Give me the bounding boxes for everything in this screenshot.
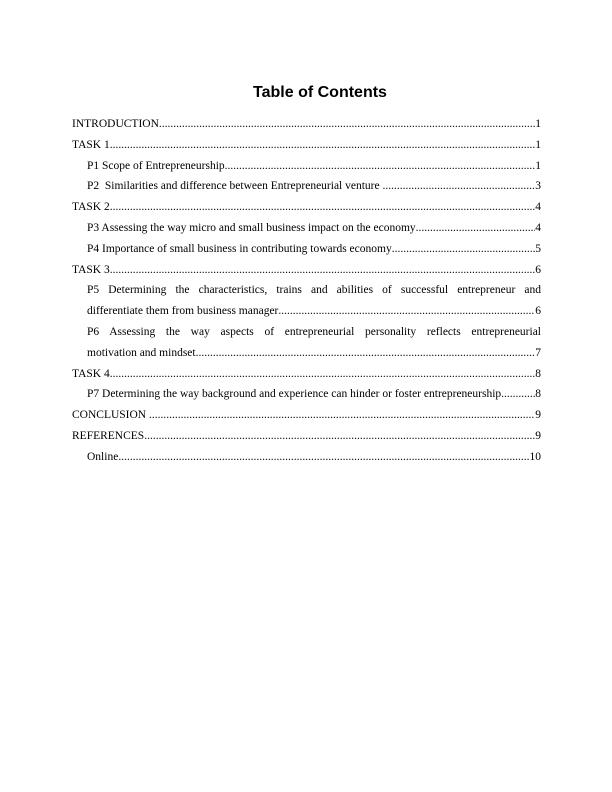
toc-entry-label: P5 Determining the characteristics, trains and abilities of successful entrepreneur and (87, 284, 541, 297)
toc-page-number: 8 (535, 367, 541, 380)
toc-page-number: 4 (535, 221, 541, 234)
toc-page-number: 6 (535, 305, 541, 318)
toc-list (72, 114, 541, 468)
toc-page-number: 1 (535, 118, 541, 130)
toc-dot-leader (382, 176, 535, 197)
toc-entry-label: CONCLUSION (72, 409, 149, 422)
toc-entry-label-continuation (87, 301, 541, 322)
toc-entry-p7[interactable] (72, 384, 541, 405)
toc-dot-leader (196, 343, 536, 364)
toc-page-number: 3 (535, 180, 541, 193)
toc-page-number: 5 (535, 242, 541, 255)
toc-entry-references[interactable] (72, 426, 541, 447)
toc-entry-label: TASK 3 (72, 263, 110, 276)
toc-dot-leader (118, 447, 529, 468)
toc-dot-leader (392, 239, 536, 260)
toc-page-number: 6 (535, 263, 541, 276)
toc-page-number: 7 (535, 346, 541, 359)
toc-page-number: 1 (535, 138, 541, 151)
toc-entry-p4[interactable] (72, 239, 541, 260)
toc-entry-online[interactable] (72, 447, 541, 468)
toc-entry-label: P2 Similarities and difference between Entrepreneurial venture (87, 180, 383, 193)
toc-dot-leader (144, 426, 535, 447)
toc-dot-leader (278, 301, 535, 322)
toc-entry-p3[interactable] (72, 218, 541, 239)
toc-page-number: 1 (535, 159, 541, 172)
toc-entry-p2[interactable] (72, 176, 541, 197)
toc-dot-leader (501, 384, 535, 405)
toc-entry-label: REFERENCES (72, 429, 145, 442)
toc-dot-leader (225, 156, 536, 177)
toc-dot-leader (110, 364, 536, 385)
toc-entry-task-4[interactable] (72, 364, 541, 385)
toc-entry-label-line2: differentiate them from business manager (87, 305, 279, 318)
toc-entry-label: P7 Determining the way background and experience can hinder or foster entrepreneurship (87, 388, 502, 401)
toc-entry-p1[interactable] (72, 156, 541, 177)
toc-page-number: 9 (535, 409, 541, 422)
toc-entry-task-1[interactable] (72, 135, 541, 156)
toc-dot-leader (110, 135, 536, 156)
toc-page-number: 9 (535, 429, 541, 442)
toc-page-number: 4 (535, 201, 541, 214)
toc-entry-task-3[interactable] (72, 260, 541, 281)
toc-entry-conclusion[interactable] (72, 405, 541, 426)
toc-entry-label-continuation (87, 343, 541, 364)
toc-dot-leader (416, 218, 536, 239)
toc-entry-label: P3 Assessing the way micro and small business impact on the economy (87, 221, 416, 234)
toc-entry-label: TASK 4 (72, 367, 110, 380)
toc-entry-label: P1 Scope of Entrepreneurship (87, 159, 225, 172)
toc-entry-p5[interactable] (72, 280, 541, 322)
toc-page-number: 10 (529, 450, 541, 463)
toc-entry-p6[interactable] (72, 322, 541, 364)
toc-entry-introduction[interactable] (72, 114, 541, 135)
toc-entry-label: Online (87, 450, 119, 463)
toc-entry-label-line2: motivation and mindset (87, 346, 196, 359)
toc-dot-leader (110, 260, 536, 281)
toc-dot-leader (149, 405, 535, 426)
toc-entry-label: P6 Assessing the way aspects of entrepreneurial personality reflects entrepreneurial (87, 325, 541, 338)
toc-entry-label: P4 Importance of small business in contributing towards economy (87, 242, 392, 255)
toc-page-number: 8 (535, 388, 541, 401)
toc-title: Table of Contents (253, 84, 387, 101)
toc-entry-label: TASK 2 (72, 201, 110, 214)
toc-dot-leader (159, 114, 535, 135)
toc-entry-label: INTRODUCTION (72, 118, 159, 130)
toc-entry-label: TASK 1 (72, 138, 110, 151)
toc-entry-task-2[interactable] (72, 197, 541, 218)
toc-dot-leader (110, 197, 536, 218)
